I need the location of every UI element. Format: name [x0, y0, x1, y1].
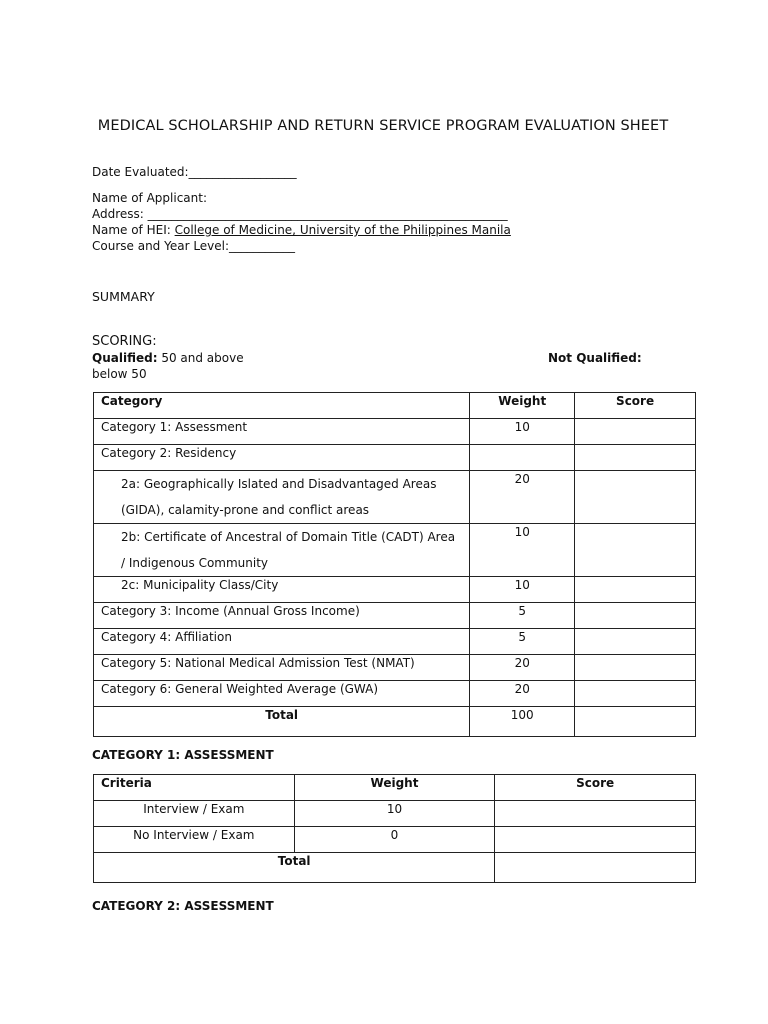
- weight-cell: 10: [294, 801, 495, 827]
- table-row: [94, 801, 696, 827]
- column-header-weight: Weight: [294, 775, 495, 801]
- table-row: [94, 419, 696, 445]
- applicant-name-field: Name of Applicant:: [92, 191, 208, 205]
- category-cell: 2c: Municipality Class/City: [94, 577, 470, 603]
- weight-cell: [470, 445, 575, 471]
- category-cell: 2b: Certificate of Ancestral of Domain Title (CADT) Area / Indigenous Community: [94, 524, 470, 577]
- category-cell: Category 3: Income (Annual Gross Income): [94, 603, 470, 629]
- category-cell: Category 6: General Weighted Average (GWA): [94, 681, 470, 707]
- table-row: [94, 827, 696, 853]
- not-qualified-text: below 50: [92, 367, 147, 381]
- date-evaluated-field: Date Evaluated:__________________: [92, 165, 297, 179]
- category1-table: [93, 774, 696, 883]
- weight-cell: 10: [470, 524, 575, 577]
- qualified-text: 50 and above: [157, 351, 244, 365]
- category2-heading: CATEGORY 2: ASSESSMENT: [92, 899, 274, 913]
- category-cell: Category 1: Assessment: [94, 419, 470, 445]
- document-title: MEDICAL SCHOLARSHIP AND RETURN SERVICE PROGRAM EVALUATION SHEET: [97, 118, 669, 134]
- criteria-cell: No Interview / Exam: [94, 827, 295, 853]
- weight-cell: 20: [470, 471, 575, 524]
- score-cell: [575, 524, 696, 577]
- column-header-weight: Weight: [470, 393, 575, 419]
- category-cell: 2a: Geographically Islated and Disadvantaged Areas (GIDA), calamity-prone and conflict areas: [94, 471, 470, 524]
- table-row: [94, 577, 696, 603]
- weight-cell: 10: [470, 419, 575, 445]
- summary-table: [93, 392, 696, 737]
- column-header-category: Category: [94, 393, 470, 419]
- weight-cell: 5: [470, 629, 575, 655]
- category-cell: Category 2: Residency: [94, 445, 470, 471]
- table-row: [94, 471, 696, 524]
- score-cell: [575, 629, 696, 655]
- score-cell: [575, 419, 696, 445]
- hei-value: College of Medicine, University of the Philippines Manila: [174, 223, 511, 237]
- hei-field: [92, 222, 511, 238]
- weight-cell: 20: [470, 681, 575, 707]
- table-row: [94, 655, 696, 681]
- table-row: [94, 603, 696, 629]
- not-qualified-label: Not Qualified:: [548, 351, 642, 365]
- column-header-criteria: Criteria: [94, 775, 295, 801]
- column-header-score: Score: [495, 775, 696, 801]
- weight-cell: 10: [470, 577, 575, 603]
- score-cell: [575, 681, 696, 707]
- weight-cell: 5: [470, 603, 575, 629]
- qualified-line: [92, 350, 244, 366]
- weight-cell: 0: [294, 827, 495, 853]
- total-label: Total: [94, 707, 470, 737]
- category-cell: Category 4: Affiliation: [94, 629, 470, 655]
- score-cell: [575, 577, 696, 603]
- score-cell: [575, 655, 696, 681]
- total-weight: 100: [470, 707, 575, 737]
- table-header-row: [94, 775, 696, 801]
- score-cell: [575, 603, 696, 629]
- score-cell: [495, 827, 696, 853]
- total-score-cell: [575, 707, 696, 737]
- table-row: [94, 681, 696, 707]
- scoring-heading: SCORING:: [92, 334, 157, 349]
- criteria-cell: Interview / Exam: [94, 801, 295, 827]
- table-row: [94, 445, 696, 471]
- category-cell: Category 5: National Medical Admission Test (NMAT): [94, 655, 470, 681]
- total-score-cell: [495, 853, 696, 883]
- weight-cell: 20: [470, 655, 575, 681]
- address-field: Address: ____________________________________________________________: [92, 207, 508, 221]
- column-header-score: Score: [575, 393, 696, 419]
- total-label: Total: [94, 853, 495, 883]
- table-row: [94, 524, 696, 577]
- course-year-field: Course and Year Level:___________: [92, 239, 296, 253]
- qualified-label: Qualified:: [92, 351, 158, 365]
- category1-heading: CATEGORY 1: ASSESSMENT: [92, 748, 274, 762]
- score-cell: [575, 471, 696, 524]
- total-row: [94, 853, 696, 883]
- table-header-row: [94, 393, 696, 419]
- summary-heading: SUMMARY: [92, 289, 155, 304]
- table-row: [94, 629, 696, 655]
- score-cell: [575, 445, 696, 471]
- hei-label: Name of HEI:: [92, 223, 175, 237]
- total-row: [94, 707, 696, 737]
- score-cell: [495, 801, 696, 827]
